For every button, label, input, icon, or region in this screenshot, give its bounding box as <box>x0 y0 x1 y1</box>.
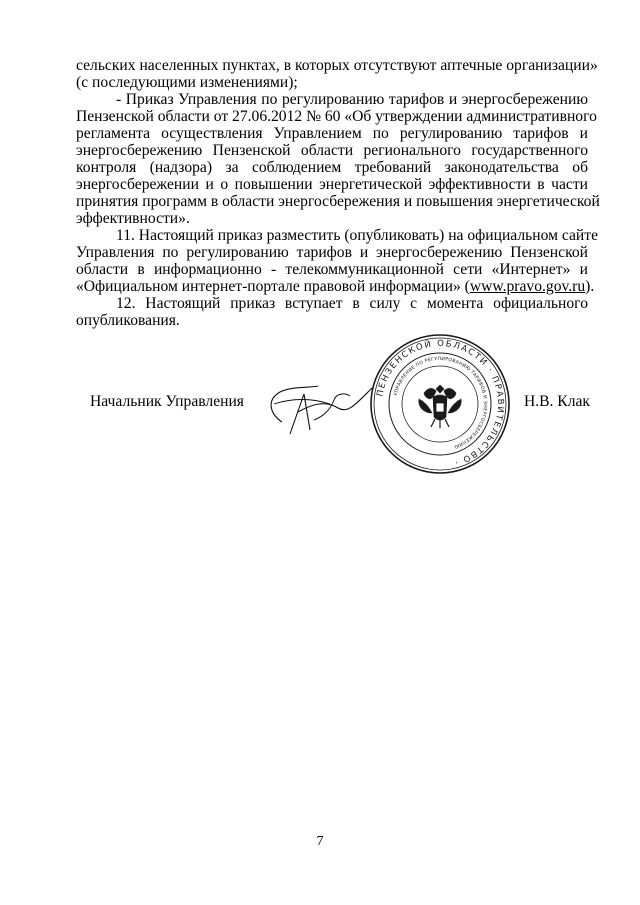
page-number: 7 <box>316 834 324 849</box>
text-line: Управления по регулированию тарифов и энергосбережению Пензенской <box>76 244 588 261</box>
text-line: эффективности». <box>76 210 190 227</box>
text-line: принятия программ в области энергосбережения и повышения энергетической <box>76 193 600 210</box>
position-title: Начальник Управления <box>90 393 244 410</box>
text-line: регламента осуществления Управлением по регулированию тарифов и <box>76 125 588 142</box>
text-line <box>76 278 595 295</box>
text-line: энергосбережению Пензенской области регионального государственного <box>76 142 588 159</box>
text-line: энергосбережении и о повышении энергетической эффективности в части <box>76 176 588 193</box>
text-line: 11. Настоящий приказ разместить (опубликовать) на официальном сайте <box>116 227 598 244</box>
seal-inner-text: УПРАВЛЕНИЕ ПО РЕГУЛИРОВАНИЮ ТАРИФОВ И ЭНЕРГОСБЕРЕЖЕНИЮ <box>393 356 488 449</box>
official-seal-icon <box>369 333 511 475</box>
text-line: опубликования. <box>76 312 180 329</box>
seal-outer-text: ПЕНЗЕНСКОЙ ОБЛАСТИ · ПРАВИТЕЛЬСТВО · <box>375 338 506 468</box>
text-line: Пензенской области от 27.06.2012 № 60 «Об утверждении административного <box>76 108 597 125</box>
text-line: - Приказ Управления по регулированию тарифов и энергосбережению <box>116 91 588 108</box>
text-fragment: ). <box>585 278 595 295</box>
text-line: области в информационно - телекоммуникационной сети «Интернет» и <box>76 261 588 278</box>
document-body <box>76 57 600 329</box>
text-line: контроля (надзора) за соблюдением требований законодательства об <box>76 159 588 176</box>
text-fragment: «Официальном интернет-портале правовой информации» ( <box>76 278 470 295</box>
text-line: (с последующими изменениями); <box>76 74 298 91</box>
text-line: сельских населенных пунктах, в которых отсутствуют аптечные организации» <box>76 57 598 74</box>
signer-name: Н.В. Клак <box>523 393 590 410</box>
pravo-link[interactable]: www.pravo.gov.ru <box>469 278 586 295</box>
text-line: 12. Настоящий приказ вступает в силу с момента официального <box>116 295 588 312</box>
handwritten-signature-icon <box>252 364 382 444</box>
